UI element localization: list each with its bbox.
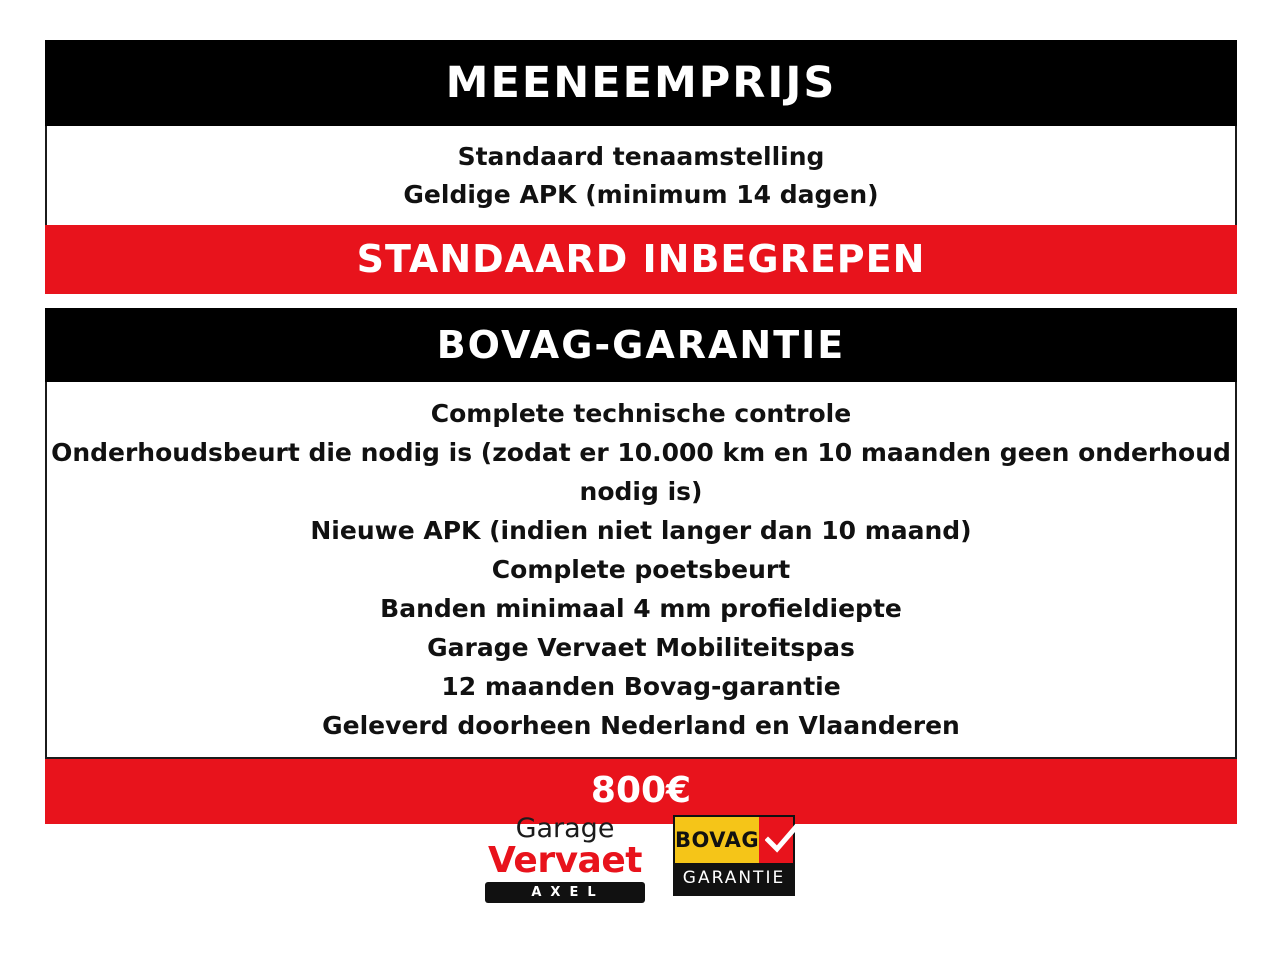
logo-axel-text: AXEL (485, 882, 645, 903)
logo-garage-text: Garage (515, 813, 615, 844)
page-title: MEENEEMPRIJS (45, 40, 1237, 126)
warranty-title: BOVAG-GARANTIE (45, 308, 1237, 382)
included-header: STANDAARD INBEGREPEN (45, 225, 1237, 294)
list-item: Standaard tenaamstelling (457, 142, 825, 171)
list-item: 12 maanden Bovag-garantie (441, 672, 841, 701)
list-item: Complete poetsbeurt (491, 555, 791, 584)
divider (45, 294, 1237, 308)
logo-row (0, 815, 1280, 903)
list-item: Complete technische controle (430, 399, 852, 428)
list-item: Banden minimaal 4 mm profieldiepte (380, 594, 902, 623)
checkmark-icon (759, 817, 793, 863)
list-item: Onderhoudsbeurt die nodig is (zodat er 10.000 km en 10 maanden geen onderhoud nodig is) (51, 438, 1231, 506)
price-badge: 800€ (45, 759, 1237, 824)
bovag-logo-top (675, 817, 793, 863)
list-item: Geleverd doorheen Nederland en Vlaanderen (322, 711, 960, 740)
price-card (45, 40, 1237, 824)
logo-vervaet-text: Vervaet (488, 840, 642, 881)
garage-vervaet-logo (485, 815, 645, 903)
bovag-garantie-logo (673, 815, 795, 896)
standard-items-list (45, 126, 1237, 225)
list-item: Geldige APK (minimum 14 dagen) (403, 180, 879, 209)
list-item: Garage Vervaet Mobiliteitspas (427, 633, 855, 662)
list-item: Nieuwe APK (indien niet langer dan 10 maand) (310, 516, 972, 545)
bovag-garantie-label: GARANTIE (675, 863, 793, 894)
bovag-label: BOVAG (675, 817, 759, 863)
warranty-items-list (45, 382, 1237, 759)
